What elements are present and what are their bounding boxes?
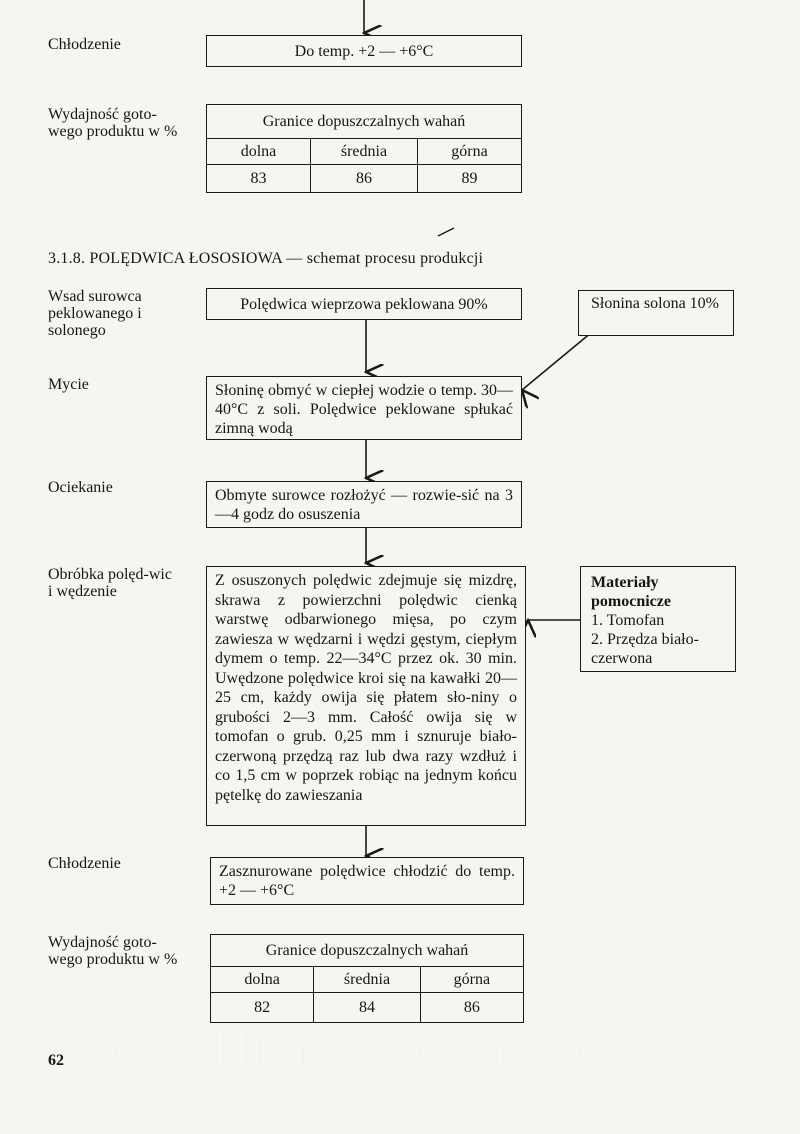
watermark: wedlinydomowe.pl bbox=[90, 1018, 745, 1083]
yield-val-upper: 86 bbox=[420, 993, 523, 1023]
top-yield-val-mid: 86 bbox=[310, 165, 417, 193]
yield-col-mid: średnia bbox=[314, 967, 420, 993]
side-input-box bbox=[578, 290, 734, 336]
yield-val-lower: 82 bbox=[211, 993, 314, 1023]
top-yield-header: Granice dopuszczalnych wahań bbox=[207, 105, 522, 139]
chill-box-text: Zasznurowane polędwice chłodzić do temp. +2 — +6°C bbox=[219, 863, 515, 899]
yield-table bbox=[210, 934, 524, 1023]
top-chill-box bbox=[206, 35, 522, 67]
input-box-text: Polędwica wieprzowa peklowana 90% bbox=[240, 295, 488, 313]
yield-header: Granice dopuszczalnych wahań bbox=[211, 935, 524, 967]
wash-box bbox=[206, 376, 522, 440]
section-heading: 3.1.8. POLĘDWICA ŁOSOSIOWA — schemat procesu produkcji bbox=[48, 250, 484, 267]
top-yield-col-upper: górna bbox=[418, 139, 522, 165]
wash-box-text: Słoninę obmyć w ciepłej wodzie o temp. 30—40°C z soli. Polędwice peklowane spłukać zimną wodą bbox=[215, 382, 513, 437]
top-yield-val-upper: 89 bbox=[418, 165, 522, 193]
page-number: 62 bbox=[48, 1052, 64, 1069]
drain-box-text: Obmyte surowce rozłożyć — rozwie-sić na 3—4 godz do osuszenia bbox=[215, 487, 513, 523]
top-yield-val-lower: 83 bbox=[207, 165, 311, 193]
materials-title: Materiały pomocnicze bbox=[591, 574, 671, 610]
top-yield-col-mid: średnia bbox=[310, 139, 417, 165]
wash-label: Mycie bbox=[48, 376, 89, 393]
yield-col-lower: dolna bbox=[211, 967, 314, 993]
top-chill-label: Chłodzenie bbox=[48, 36, 121, 53]
drain-label: Ociekanie bbox=[48, 479, 113, 496]
stray-mark bbox=[438, 228, 454, 236]
materials-box bbox=[580, 566, 736, 672]
smoke-box-text: Z osuszonych polędwic zdejmuje się mizdrę, skrawa z powierzchni polędwic cienką warstwę odbarwionego mięsa, po czym zawiesza w wędzarni i wędzi gęstym, ciepłym dymem o temp. 22—34°C przez ok. 30 min. Uwędzone polędwice kroi się na kawałki 20—25 cm, każdy owija się płatem sło-niny o grubości 2—3 mm. Całość owija się w tomofan o grub. 0,25 mm i sznuruje biało-czerwoną przędzą raz lub dwa razy wzdłuż i co 1,5 cm w poprzek robiąc na jednym końcu pętelkę do zawieszania bbox=[215, 572, 517, 804]
yield-col-upper: górna bbox=[420, 967, 523, 993]
materials-item-2: 2. Przędza biało-czerwona bbox=[591, 631, 699, 667]
top-yield-col-lower: dolna bbox=[207, 139, 311, 165]
yield-label: Wydajność goto-wego produktu w % bbox=[48, 934, 178, 968]
side-input-box-text: Słonina solona 10% bbox=[591, 295, 719, 312]
top-yield-table bbox=[206, 104, 522, 193]
smoke-label: Obróbka polęd-wic i wędzenie bbox=[48, 566, 172, 600]
input-label: Wsad surowca peklowanego i solonego bbox=[48, 288, 142, 339]
materials-item-1: 1. Tomofan bbox=[591, 612, 665, 629]
chill-label: Chłodzenie bbox=[48, 855, 121, 872]
drain-box bbox=[206, 481, 522, 528]
top-yield-label: Wydajność goto-wego produktu w % bbox=[48, 106, 178, 140]
smoke-box bbox=[206, 566, 526, 826]
chill-box bbox=[210, 857, 524, 905]
input-box bbox=[206, 288, 522, 320]
top-chill-box-text: Do temp. +2 — +6°C bbox=[294, 42, 434, 60]
arrow-side-to-wash bbox=[522, 332, 592, 390]
yield-val-mid: 84 bbox=[314, 993, 420, 1023]
